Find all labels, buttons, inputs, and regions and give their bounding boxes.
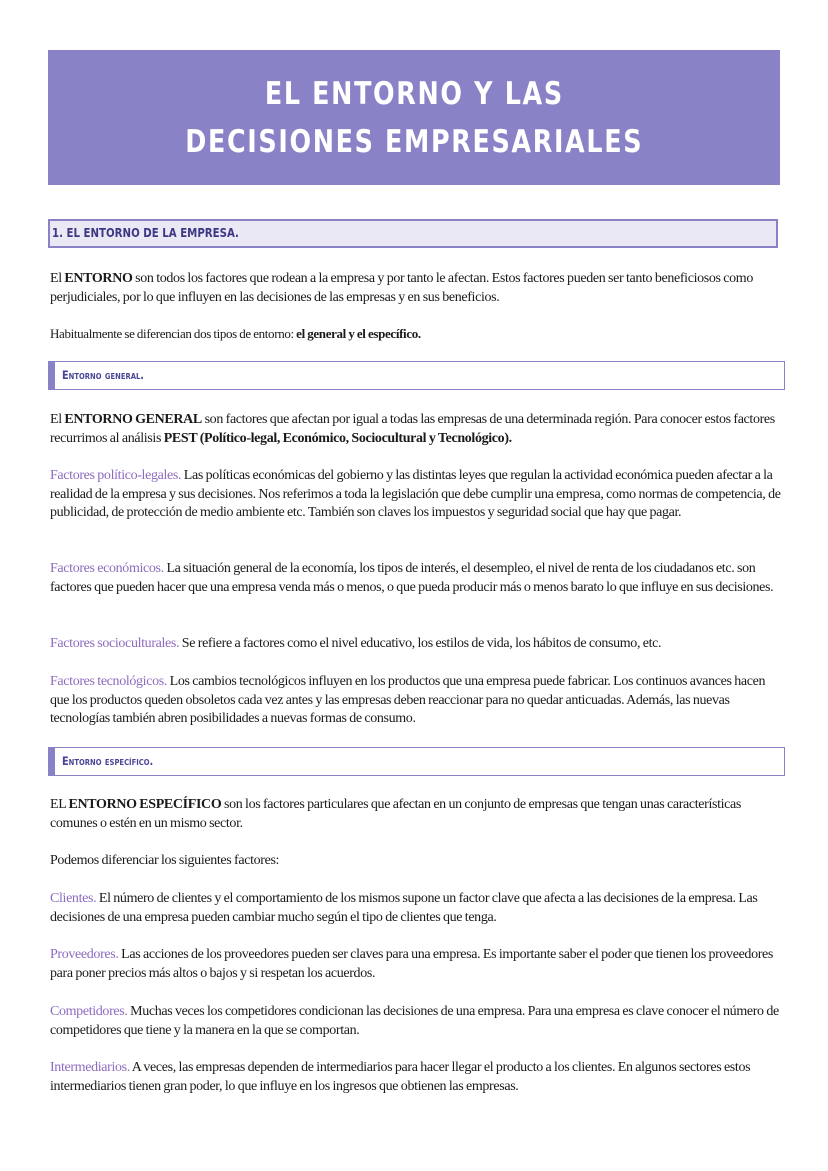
text: El <box>50 271 65 286</box>
intro-paragraph <box>50 270 785 307</box>
title-line-1: EL ENTORNO Y LAS <box>264 75 564 112</box>
specific-paragraph <box>50 796 785 833</box>
term-entorno: ENTORNO <box>64 271 133 286</box>
factor-text: El número de clientes y el comportamiento de los mismos supone un factor clave que afecta a las decisiones de la empresa. Las decisiones de una empresa pueden cambiar mucho según el tipo de clientes que tenga. <box>50 891 758 925</box>
factor-text: Muchas veces los competidores condicionan las decisiones de una empresa. Para una empresa es clave conocer el número de competidores que tiene y la manera en la que se comportan. <box>50 1004 779 1038</box>
factor-tecnologico <box>50 673 785 729</box>
factor-economico <box>50 560 785 597</box>
types-paragraph <box>50 325 785 344</box>
section-heading-text: 1. EL ENTORNO DE LA EMPRESA. <box>52 226 239 240</box>
subsection-heading-especifico <box>48 747 785 776</box>
pest-bold: PEST (Político-legal, Económico, Sociocultural y Tecnológico). <box>163 430 512 446</box>
factor-name: Factores económicos. <box>50 561 164 576</box>
term-entorno-especifico: ENTORNO ESPECÍFICO <box>68 797 222 812</box>
factor-name: Factores tecnológicos. <box>50 674 167 689</box>
section-heading-entorno-empresa <box>48 219 778 248</box>
factor-name: Factores socioculturales. <box>50 636 180 651</box>
factor-text: Los cambios tecnológicos influyen en los productos que una empresa puede fabricar. Los continuos avances hacen que los productos queden obsoletos cada vez antes y las empresas deben reaccionar para no quedar anticuadas. Además, las nuevas tecnologías también abren posibilidades a nuevas formas de consumo. <box>50 674 766 726</box>
general-paragraph <box>50 411 785 448</box>
subsection-heading-text: Entorno específico. <box>62 754 154 768</box>
text: son todos los factores que rodean a la empresa y por tanto le afectan. Estos factores pueden ser tanto beneficiosos como perjudiciales, por lo que influyen en las decisiones de las empresas y en sus beneficios. <box>50 271 753 305</box>
text: El <box>50 412 65 427</box>
subsection-heading-text: Entorno general. <box>62 368 145 382</box>
title-line-2: DECISIONES EMPRESARIALES <box>185 123 643 160</box>
text: Habitualmente se diferencian dos tipos de entorno: <box>50 326 297 341</box>
factor-name: Clientes. <box>50 891 97 906</box>
text: son los factores particulares que afectan en un conjunto de empresas que tengan unas características comunes o estén en un mismo sector. <box>50 797 741 831</box>
factor-sociocultural <box>50 635 785 654</box>
factor-name: Competidores. <box>50 1004 128 1019</box>
types-bold: el general y el específico. <box>296 326 421 341</box>
factor-text: Se refiere a factores como el nivel educativo, los estilos de vida, los hábitos de consumo, etc. <box>179 636 662 651</box>
text: son factores que afectan por igual a todas las empresas de una determinada región. Para conocer estos factores recurrimos al análisis <box>50 412 775 446</box>
factor-text: Las políticas económicas del gobierno y las distintas leyes que regulan la actividad económica pueden afectar a la realidad de la empresa y sus decisiones. Nos referimos a toda la legislación que debe cumplir una empresa, como normas de competencia, de publicidad, de protección de medio ambiente etc. También son claves los impuestos y seguridad social que hay que pagar. <box>50 468 781 520</box>
factor-text: A veces, las empresas dependen de intermediarios para hacer llegar el producto a los clientes. En algunos sectores estos intermediarios tienen gran poder, lo que influye en los ingresos que obtienen las empresas. <box>50 1060 751 1094</box>
factors-intro: Podemos diferenciar los siguientes factores: <box>50 853 280 868</box>
title-banner <box>48 50 780 185</box>
subsection-heading-general <box>48 361 785 390</box>
factor-name: Factores político-legales. <box>50 468 182 483</box>
factor-text: Las acciones de los proveedores pueden ser claves para una empresa. Es importante saber el poder que tienen los proveedores para poner precios más altos o bajos y si respetan los acuerdos. <box>50 947 774 981</box>
factor-proveedores <box>50 946 785 983</box>
factor-name: Intermediarios. <box>50 1060 130 1075</box>
factor-politico-legal <box>50 467 785 523</box>
text: EL <box>50 797 69 812</box>
factor-clientes <box>50 890 785 927</box>
factor-text: La situación general de la economía, los tipos de interés, el desempleo, el nivel de renta de los ciudadanos etc. son factores que pueden hacer que una empresa venda más o menos, o que pueda producir más o menos barato lo que influye en sus decisiones. <box>50 561 774 595</box>
factor-intermediarios <box>50 1059 785 1096</box>
factor-competidores <box>50 1003 785 1040</box>
term-entorno-general: ENTORNO GENERAL <box>64 412 202 427</box>
factor-name: Proveedores. <box>50 947 119 962</box>
